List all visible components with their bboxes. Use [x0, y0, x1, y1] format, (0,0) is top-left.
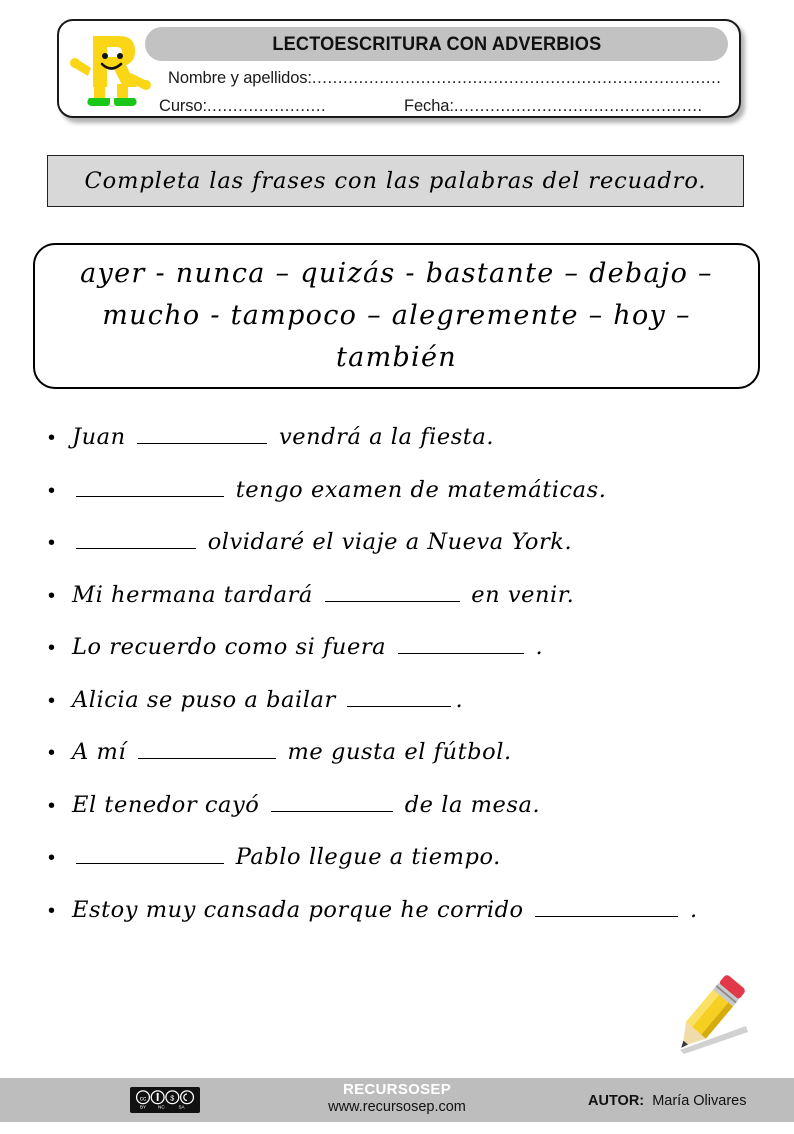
- answer-blank[interactable]: [137, 426, 267, 444]
- course-dots: .......................: [207, 97, 327, 115]
- sentence-text-before: Lo recuerdo como si fuera: [72, 634, 394, 660]
- bullet-icon: •: [48, 794, 56, 817]
- pencil-icon: [660, 966, 760, 1058]
- date-dots: ................................................: [453, 97, 703, 115]
- bullet-icon: •: [48, 689, 56, 712]
- instruction-text: Completa las frases con las palabras del recuadro.: [84, 168, 707, 194]
- answer-blank[interactable]: [271, 794, 393, 812]
- exercise-item: [44, 897, 764, 950]
- bullet-icon: •: [48, 742, 56, 764]
- exercise-item: [44, 739, 764, 792]
- answer-blank[interactable]: [347, 689, 451, 707]
- author-name: María Olivares: [652, 1093, 747, 1109]
- exercise-item: [44, 634, 764, 687]
- svg-text:$: $: [170, 1093, 175, 1103]
- date-field[interactable]: [404, 97, 703, 116]
- bullet-icon: •: [48, 532, 56, 554]
- answer-blank[interactable]: [535, 899, 678, 917]
- word-bank-line-1: ayer - nunca – quizás - bastante – debajo –: [80, 258, 713, 289]
- sentence-text-after: .: [455, 686, 464, 713]
- sentence-text-after: olvidaré el viaje a Nueva York.: [200, 529, 573, 555]
- sentence-text-before: El tenedor cayó: [72, 791, 268, 818]
- svg-text:cc: cc: [139, 1095, 147, 1103]
- exercise-list: [44, 424, 764, 949]
- student-name-dots: ...............................................................................: [311, 69, 722, 87]
- svg-text:BY: BY: [139, 1104, 147, 1110]
- page-title: LECTOESCRITURA CON ADVERBIOS: [272, 32, 601, 55]
- word-bank-text: [80, 253, 713, 379]
- svg-text:SA: SA: [178, 1104, 185, 1110]
- exercise-sentence: [72, 477, 606, 503]
- exercise-item: [44, 424, 764, 477]
- sentence-text-after: .: [682, 896, 698, 923]
- author-label: AUTOR:: [588, 1093, 645, 1109]
- sentence-text-after: en venir.: [463, 581, 575, 608]
- word-bank-line-2: mucho - tampoco – alegremente – hoy –: [102, 300, 691, 331]
- exercise-item: [44, 582, 764, 635]
- exercise-item: [44, 844, 764, 897]
- exercise-sentence: [72, 582, 574, 608]
- exercise-sentence: [72, 897, 698, 923]
- bullet-icon: •: [48, 637, 56, 659]
- bullet-icon: •: [48, 427, 56, 449]
- instruction-bar: [47, 155, 744, 207]
- bullet-icon: •: [48, 584, 56, 607]
- worksheet-title-pill: [145, 27, 728, 61]
- bullet-icon: •: [48, 479, 56, 502]
- answer-blank[interactable]: [138, 741, 276, 759]
- exercise-item: [44, 792, 764, 845]
- recursosep-letter-r-mascot-icon: [69, 26, 155, 114]
- exercise-sentence: [72, 634, 543, 660]
- exercise-item: [44, 687, 764, 740]
- answer-blank[interactable]: [76, 479, 224, 497]
- brand-url[interactable]: www.recursosep.com: [328, 1098, 466, 1115]
- sentence-text-after: tengo examen de matemáticas.: [228, 476, 607, 503]
- exercise-sentence: [72, 792, 540, 818]
- sentence-text-after: vendrá a la fiesta.: [271, 424, 495, 450]
- exercise-item: [44, 477, 764, 530]
- sentence-text-after: de la mesa.: [397, 791, 541, 818]
- answer-blank[interactable]: [76, 846, 224, 864]
- word-bank-line-3: también: [336, 342, 457, 373]
- student-header-card: [57, 19, 741, 118]
- author-credit: [588, 1093, 746, 1109]
- course-label: Curso:: [159, 97, 207, 115]
- sentence-text-after: .: [527, 634, 544, 660]
- sentence-text-before: Estoy muy cansada porque he corrido: [72, 896, 532, 923]
- answer-blank[interactable]: [76, 531, 196, 549]
- exercise-sentence: [72, 844, 501, 870]
- answer-blank[interactable]: [398, 636, 524, 654]
- sentence-text-after: me gusta el fútbol.: [279, 739, 512, 765]
- sentence-text-before: A mí: [72, 739, 134, 765]
- student-name-field[interactable]: [168, 69, 721, 88]
- exercise-sentence: [72, 529, 572, 555]
- student-name-label: Nombre y apellidos:: [168, 69, 312, 87]
- sentence-text-before: Mi hermana tardará: [72, 581, 321, 608]
- bullet-icon: •: [48, 847, 56, 869]
- brand-name: RECURSOSEP: [342, 1081, 452, 1098]
- bullet-icon: •: [48, 899, 56, 922]
- word-bank-box: [33, 243, 760, 389]
- exercise-item: [44, 529, 764, 582]
- exercise-sentence: [72, 739, 512, 765]
- exercise-sentence: [72, 687, 463, 713]
- date-label: Fecha:: [404, 97, 454, 115]
- svg-text:NC: NC: [158, 1104, 165, 1110]
- course-field[interactable]: [159, 97, 326, 116]
- sentence-text-before: Alicia se puso a bailar: [72, 686, 344, 713]
- sentence-text-before: Juan: [72, 424, 134, 450]
- sentence-text-after: Pablo llegue a tiempo.: [228, 844, 501, 870]
- answer-blank[interactable]: [325, 584, 460, 602]
- exercise-sentence: [72, 424, 494, 450]
